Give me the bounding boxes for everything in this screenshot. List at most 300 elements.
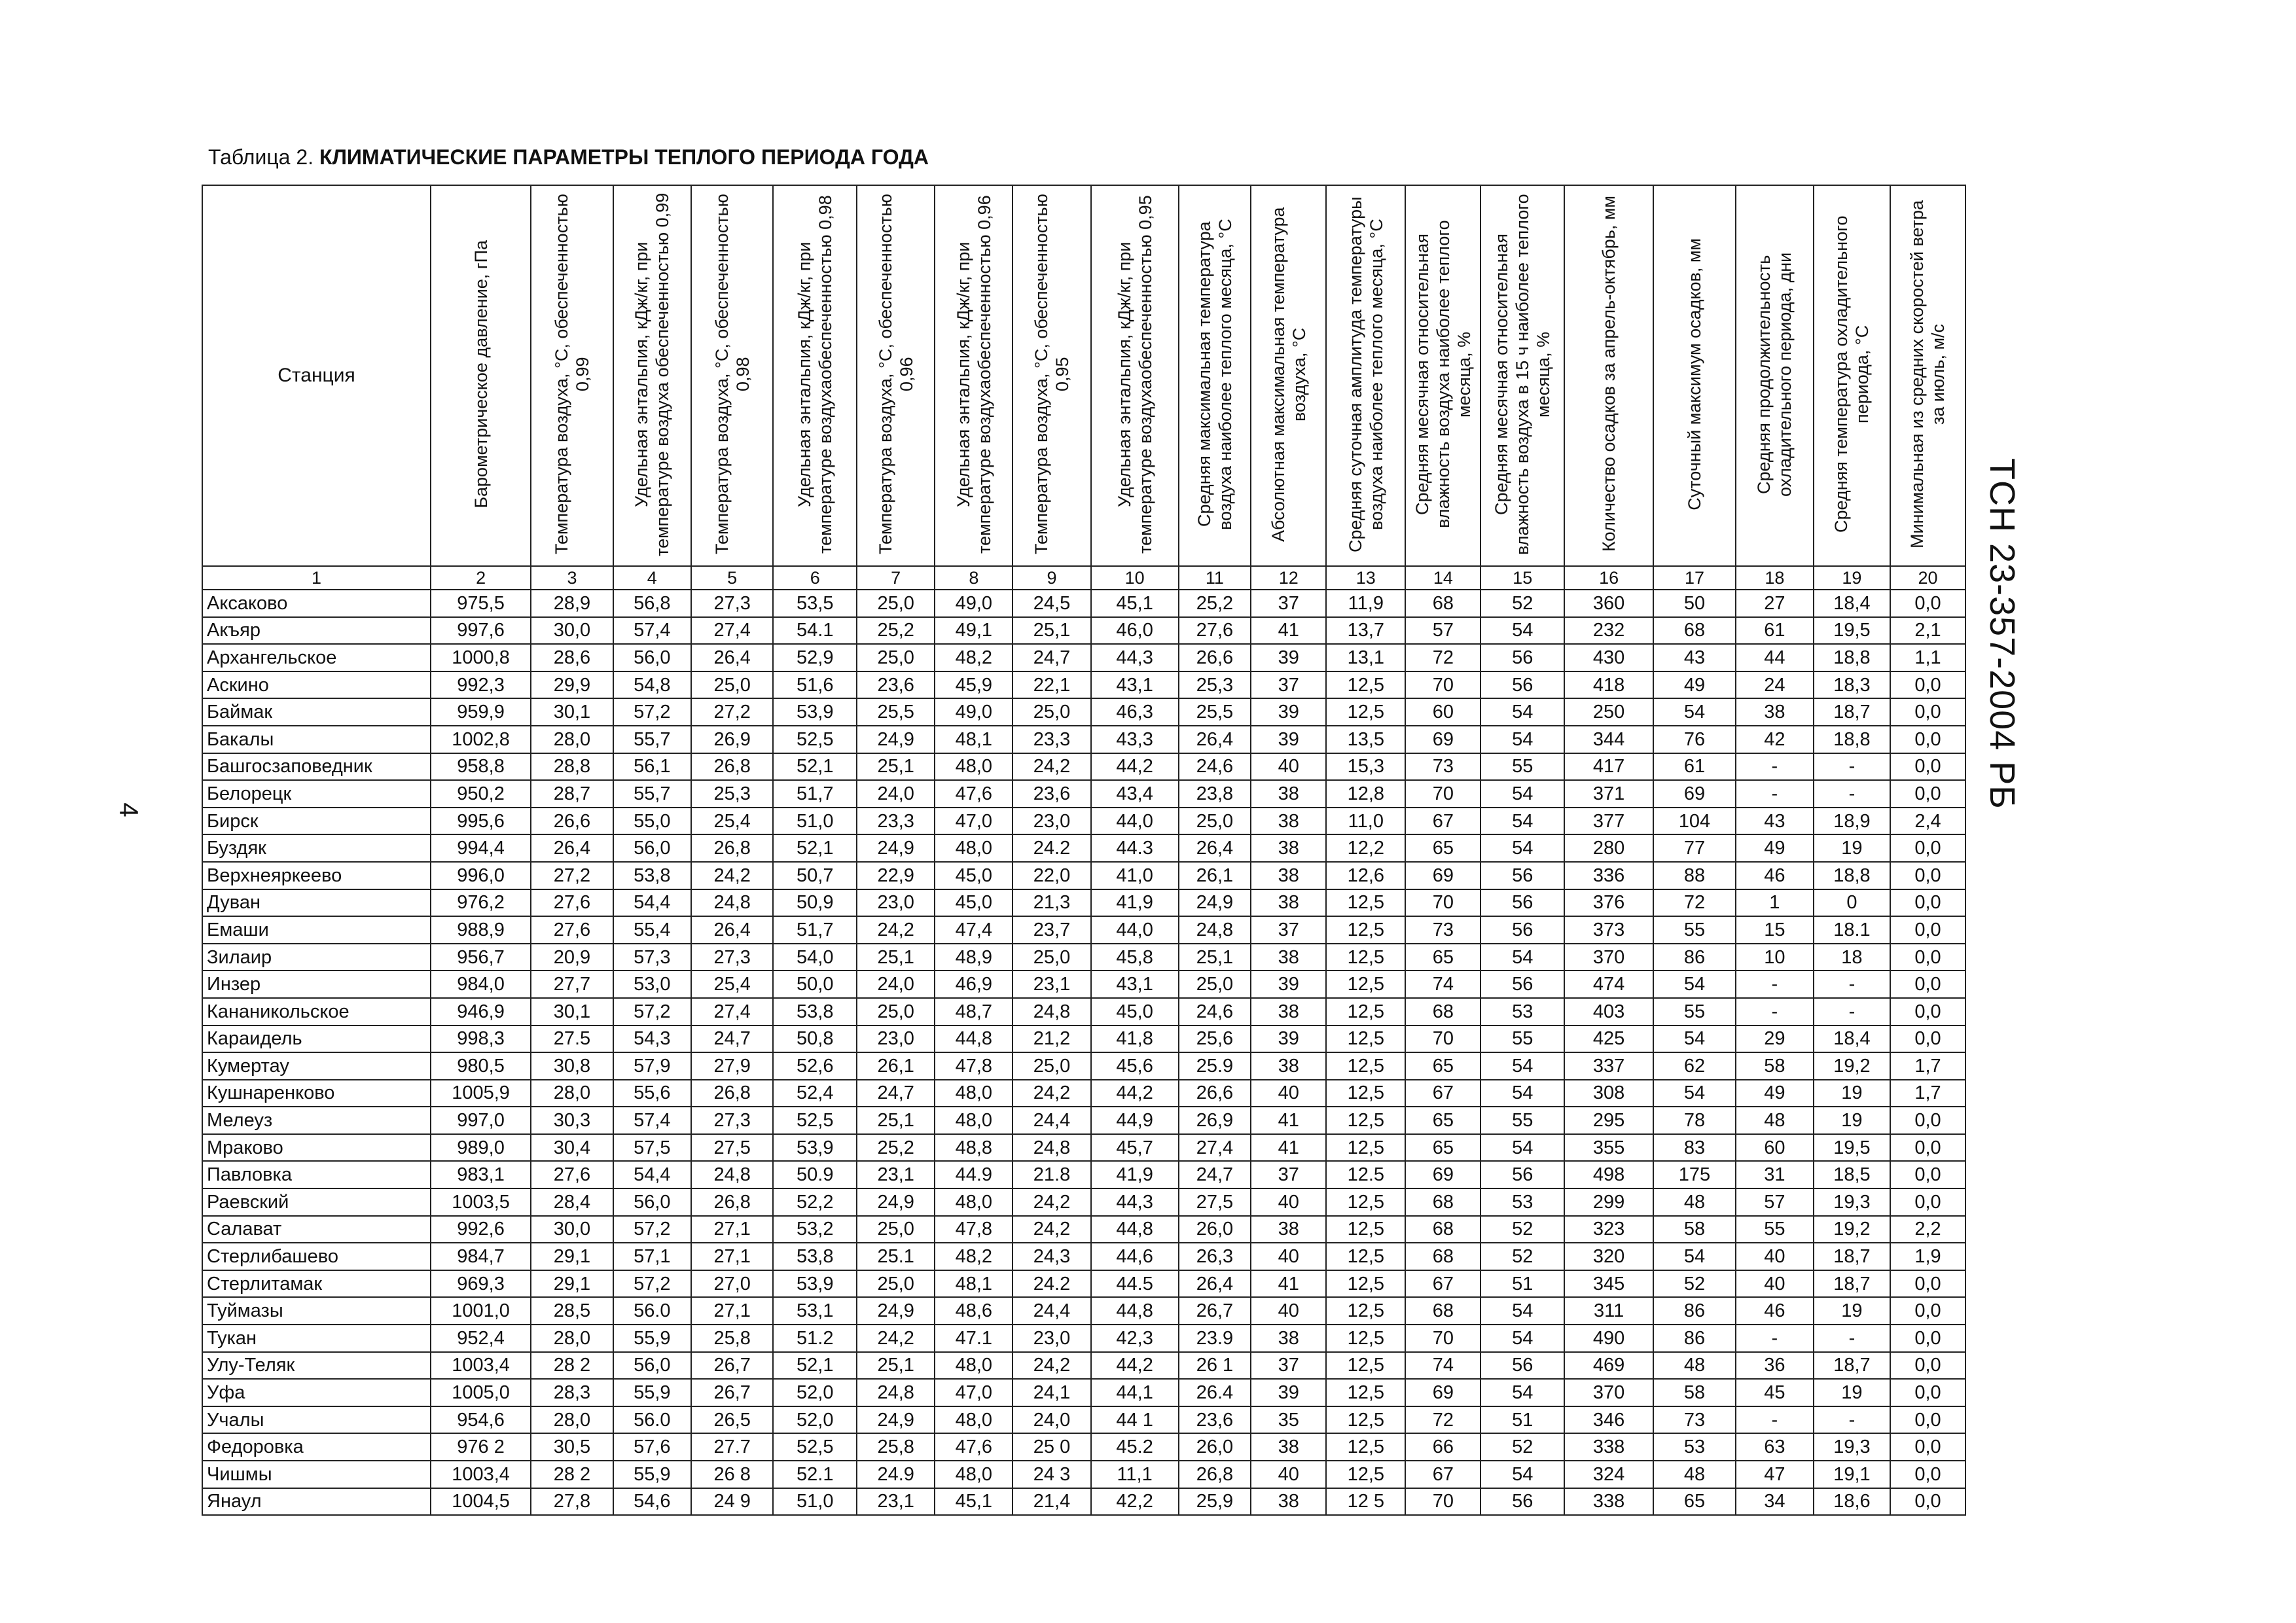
value-cell: - (1814, 998, 1890, 1026)
value-cell: 19,3 (1814, 1433, 1890, 1461)
value-cell: 42 (1736, 726, 1814, 753)
value-cell: 24,3 (1013, 1243, 1090, 1270)
value-cell: 52 (1480, 1243, 1564, 1270)
value-cell: 48,2 (935, 644, 1013, 671)
table-row (202, 971, 1965, 998)
station-name-cell: Учалы (202, 1406, 431, 1434)
value-cell: 44,2 (1091, 753, 1179, 781)
table-row (202, 1352, 1965, 1380)
station-name-cell: Стерлитамак (202, 1270, 431, 1298)
value-cell: 30,1 (531, 698, 613, 726)
value-cell: 11,9 (1326, 590, 1405, 617)
value-cell: 54,8 (613, 671, 691, 699)
column-header-text: Средняя продолжительность охладительного периода, дни (1754, 251, 1795, 497)
station-name-cell: Кананикольское (202, 998, 431, 1026)
value-cell: 56.0 (613, 1406, 691, 1434)
value-cell: 56 (1480, 1161, 1564, 1188)
value-cell: 43,3 (1091, 726, 1179, 753)
value-cell: 12,5 (1326, 1325, 1405, 1352)
column-header-8 (935, 185, 1013, 566)
table-row (202, 1243, 1965, 1270)
value-cell: 19,5 (1814, 617, 1890, 645)
value-cell: 70 (1405, 889, 1480, 917)
value-cell: 26,8 (1179, 1461, 1251, 1488)
value-cell: 0,0 (1890, 1352, 1965, 1380)
value-cell: 52 (1480, 1216, 1564, 1243)
value-cell: 19,5 (1814, 1134, 1890, 1162)
value-cell: 0,0 (1890, 1161, 1965, 1188)
value-cell: 47,4 (935, 916, 1013, 944)
column-number-cell: 12 (1251, 566, 1326, 590)
value-cell: 24.9 (857, 1461, 935, 1488)
station-name-cell: Зилаир (202, 944, 431, 971)
value-cell: 29,1 (531, 1270, 613, 1298)
column-header-text: Средняя температура охладительного периода, °С (1831, 215, 1873, 533)
value-cell: 45,0 (935, 862, 1013, 889)
value-cell: 373 (1564, 916, 1653, 944)
value-cell: 58 (1736, 1052, 1814, 1080)
value-cell: 56,1 (613, 753, 691, 781)
station-name-cell: Баймак (202, 698, 431, 726)
value-cell: 26,6 (1179, 644, 1251, 671)
value-cell: 53,9 (773, 1270, 857, 1298)
value-cell: - (1736, 971, 1814, 998)
value-cell: 498 (1564, 1161, 1653, 1188)
value-cell: 22,1 (1013, 671, 1090, 699)
table-row (202, 780, 1965, 808)
value-cell: 324 (1564, 1461, 1653, 1488)
value-cell: 360 (1564, 590, 1653, 617)
value-cell: 22,0 (1013, 862, 1090, 889)
value-cell: 232 (1564, 617, 1653, 645)
value-cell: 54 (1653, 1080, 1736, 1107)
value-cell: 52,1 (773, 753, 857, 781)
value-cell: 61 (1653, 753, 1736, 781)
value-cell: 38 (1736, 698, 1814, 726)
value-cell: 48,9 (935, 944, 1013, 971)
value-cell: 25,1 (857, 1352, 935, 1380)
value-cell: 27,6 (531, 889, 613, 917)
value-cell: 48,6 (935, 1297, 1013, 1325)
column-header-text: Температура воздуха, °С, обеспеченностью 0,96 (875, 194, 916, 554)
column-number-cell: 11 (1179, 566, 1251, 590)
table-row (202, 1379, 1965, 1406)
value-cell: 56.0 (613, 1297, 691, 1325)
value-cell: 31 (1736, 1161, 1814, 1188)
value-cell: 425 (1564, 1026, 1653, 1053)
value-cell: 52,4 (773, 1080, 857, 1107)
value-cell: 54 (1653, 698, 1736, 726)
column-header-text: Количество осадков за апрель-октябрь, мм (1599, 196, 1619, 552)
value-cell: 48,2 (935, 1243, 1013, 1270)
value-cell: 26,9 (1179, 1107, 1251, 1134)
value-cell: 0,0 (1890, 889, 1965, 917)
value-cell: 27,6 (1179, 617, 1251, 645)
table-row (202, 1297, 1965, 1325)
value-cell: 27,7 (531, 971, 613, 998)
value-cell: 12,5 (1326, 1052, 1405, 1080)
value-cell: 65 (1405, 1052, 1480, 1080)
value-cell: 959,9 (431, 698, 531, 726)
value-cell: 25,3 (1179, 671, 1251, 699)
value-cell: 48,7 (935, 998, 1013, 1026)
value-cell: 18,6 (1814, 1488, 1890, 1516)
value-cell: 1,9 (1890, 1243, 1965, 1270)
column-header-10 (1091, 185, 1179, 566)
station-name-cell: Тукан (202, 1325, 431, 1352)
value-cell: 37 (1251, 1352, 1326, 1380)
value-cell: 58 (1653, 1216, 1736, 1243)
station-name-cell: Буздяк (202, 834, 431, 862)
value-cell: 25,2 (857, 1134, 935, 1162)
value-cell: 38 (1251, 834, 1326, 862)
value-cell: 1003,4 (431, 1352, 531, 1380)
station-name-cell: Емаши (202, 916, 431, 944)
value-cell: 51,7 (773, 916, 857, 944)
column-header-text: Температура воздуха, °С, обеспеченностью 0,99 (551, 194, 592, 554)
value-cell: 11,0 (1326, 808, 1405, 835)
value-cell: 1 (1736, 889, 1814, 917)
value-cell: 25.1 (857, 1243, 935, 1270)
station-name-cell: Верхнеяркеево (202, 862, 431, 889)
value-cell: 54 (1480, 1379, 1564, 1406)
value-cell: 68 (1405, 1216, 1480, 1243)
value-cell: 68 (1405, 590, 1480, 617)
value-cell: 30,4 (531, 1134, 613, 1162)
value-cell: 19 (1814, 834, 1890, 862)
value-cell: 1003,4 (431, 1461, 531, 1488)
value-cell: 48,0 (935, 1352, 1013, 1380)
value-cell: 51 (1480, 1406, 1564, 1434)
value-cell: 55 (1653, 998, 1736, 1026)
station-name-cell: Салават (202, 1216, 431, 1243)
value-cell: 308 (1564, 1080, 1653, 1107)
value-cell: 299 (1564, 1188, 1653, 1216)
column-number-cell: 6 (773, 566, 857, 590)
value-cell: 24,7 (857, 1080, 935, 1107)
value-cell: 24,7 (1013, 644, 1090, 671)
value-cell: 44,0 (1091, 808, 1179, 835)
value-cell: 12,5 (1326, 944, 1405, 971)
value-cell: 57,2 (613, 1270, 691, 1298)
value-cell: 12,5 (1326, 1216, 1405, 1243)
value-cell: 27,3 (691, 1107, 774, 1134)
value-cell: 26 1 (1179, 1352, 1251, 1380)
table-row (202, 1107, 1965, 1134)
value-cell: 52,5 (773, 1107, 857, 1134)
value-cell: 45,1 (935, 1488, 1013, 1516)
value-cell: 12,5 (1326, 1080, 1405, 1107)
value-cell: 26,6 (531, 808, 613, 835)
value-cell: 338 (1564, 1433, 1653, 1461)
value-cell: 57,2 (613, 698, 691, 726)
value-cell: 12,5 (1326, 1297, 1405, 1325)
value-cell: 27,1 (691, 1243, 774, 1270)
value-cell: 24,9 (1179, 889, 1251, 917)
value-cell: 38 (1251, 780, 1326, 808)
value-cell: 12,5 (1326, 1134, 1405, 1162)
value-cell: 25,8 (691, 1325, 774, 1352)
value-cell: 69 (1405, 1161, 1480, 1188)
value-cell: 0,0 (1890, 1026, 1965, 1053)
value-cell: 57,9 (613, 1052, 691, 1080)
station-name-cell: Туймазы (202, 1297, 431, 1325)
value-cell: 27,9 (691, 1052, 774, 1080)
value-cell: 51,0 (773, 808, 857, 835)
value-cell: 23,8 (1179, 780, 1251, 808)
value-cell: 19,2 (1814, 1052, 1890, 1080)
value-cell: 27.5 (531, 1026, 613, 1053)
value-cell: 46,3 (1091, 698, 1179, 726)
column-number-cell: 14 (1405, 566, 1480, 590)
value-cell: 43,1 (1091, 971, 1179, 998)
value-cell: 37 (1251, 671, 1326, 699)
value-cell: 24 3 (1013, 1461, 1090, 1488)
value-cell: 63 (1736, 1433, 1814, 1461)
value-cell: 72 (1405, 1406, 1480, 1434)
value-cell: 15,3 (1326, 753, 1405, 781)
value-cell: 54 (1480, 1297, 1564, 1325)
value-cell: 25,0 (857, 590, 935, 617)
value-cell: 41,9 (1091, 1161, 1179, 1188)
value-cell: 12,5 (1326, 1379, 1405, 1406)
column-number-cell: 2 (431, 566, 531, 590)
value-cell: 38 (1251, 1052, 1326, 1080)
value-cell: 26,4 (691, 644, 774, 671)
value-cell: 21,4 (1013, 1488, 1090, 1516)
table-row (202, 1161, 1965, 1188)
value-cell: 25,4 (691, 808, 774, 835)
value-cell: - (1736, 1325, 1814, 1352)
column-header-15 (1480, 185, 1564, 566)
value-cell: 51.2 (773, 1325, 857, 1352)
value-cell: 20,9 (531, 944, 613, 971)
value-cell: 25.9 (1179, 1052, 1251, 1080)
value-cell: 25,0 (1179, 971, 1251, 998)
value-cell: 344 (1564, 726, 1653, 753)
value-cell: 12,5 (1326, 671, 1405, 699)
value-cell: 25,0 (857, 1270, 935, 1298)
value-cell: 57,2 (613, 998, 691, 1026)
value-cell: 0,0 (1890, 916, 1965, 944)
value-cell: 18,8 (1814, 862, 1890, 889)
table-row (202, 916, 1965, 944)
column-number-cell: 3 (531, 566, 613, 590)
value-cell: 0,0 (1890, 1297, 1965, 1325)
value-cell: 69 (1405, 862, 1480, 889)
column-number-cell: 7 (857, 566, 935, 590)
value-cell: 57 (1405, 617, 1480, 645)
table-row (202, 1270, 1965, 1298)
table-row (202, 698, 1965, 726)
column-number-cell: 1 (202, 566, 431, 590)
value-cell: 25,0 (691, 671, 774, 699)
value-cell: 370 (1564, 1379, 1653, 1406)
table-row (202, 1080, 1965, 1107)
value-cell: 26,3 (1179, 1243, 1251, 1270)
value-cell: 950,2 (431, 780, 531, 808)
value-cell: 12,8 (1326, 780, 1405, 808)
value-cell: 38 (1251, 1216, 1326, 1243)
value-cell: 37 (1251, 590, 1326, 617)
value-cell: 41 (1251, 1134, 1326, 1162)
value-cell: 24,5 (1013, 590, 1090, 617)
value-cell: 68 (1405, 1188, 1480, 1216)
value-cell: 26,8 (691, 834, 774, 862)
value-cell: 28,6 (531, 644, 613, 671)
value-cell: 52.1 (773, 1461, 857, 1488)
value-cell: 0,0 (1890, 998, 1965, 1026)
value-cell: 55,0 (613, 808, 691, 835)
value-cell: 40 (1736, 1243, 1814, 1270)
value-cell: 1001,0 (431, 1297, 531, 1325)
value-cell: 24,8 (1013, 998, 1090, 1026)
value-cell: 30,8 (531, 1052, 613, 1080)
value-cell: 23,3 (1013, 726, 1090, 753)
value-cell: 26,4 (1179, 1270, 1251, 1298)
value-cell: 55 (1480, 1026, 1564, 1053)
value-cell: 25,3 (691, 780, 774, 808)
value-cell: 18,4 (1814, 1026, 1890, 1053)
column-header-3 (531, 185, 613, 566)
table-row (202, 1134, 1965, 1162)
table-row (202, 753, 1965, 781)
value-cell: 28,0 (531, 1080, 613, 1107)
value-cell: 946,9 (431, 998, 531, 1026)
value-cell: 57,2 (613, 1216, 691, 1243)
value-cell: 12,5 (1326, 1270, 1405, 1298)
value-cell: 45,9 (935, 671, 1013, 699)
value-cell: 54,0 (773, 944, 857, 971)
value-cell: 68 (1405, 1297, 1480, 1325)
value-cell: 346 (1564, 1406, 1653, 1434)
station-name-cell: Дуван (202, 889, 431, 917)
value-cell: 54 (1480, 726, 1564, 753)
value-cell: 67 (1405, 1080, 1480, 1107)
value-cell: 12,5 (1326, 1406, 1405, 1434)
value-cell: 24,9 (857, 1406, 935, 1434)
value-cell: 55,7 (613, 780, 691, 808)
value-cell: 0,0 (1890, 780, 1965, 808)
value-cell: 0,0 (1890, 1107, 1965, 1134)
value-cell: 35 (1251, 1406, 1326, 1434)
value-cell: 29,1 (531, 1243, 613, 1270)
station-name-cell: Стерлибашево (202, 1243, 431, 1270)
value-cell: 45 (1736, 1379, 1814, 1406)
value-cell: 355 (1564, 1134, 1653, 1162)
column-header-11 (1179, 185, 1251, 566)
value-cell: 53 (1653, 1433, 1736, 1461)
value-cell: 46,9 (935, 971, 1013, 998)
station-name-cell: Бирск (202, 808, 431, 835)
value-cell: 12,5 (1326, 1352, 1405, 1380)
column-header-text: Удельная энтальпия, кДж/кг, при температуре воздухаобеспеченностью 0,95 (1114, 194, 1155, 554)
value-cell: 48,0 (935, 1188, 1013, 1216)
value-cell: 48,0 (935, 1107, 1013, 1134)
value-cell: 27 (1736, 590, 1814, 617)
value-cell: 345 (1564, 1270, 1653, 1298)
table-row (202, 834, 1965, 862)
value-cell: 12,5 (1326, 971, 1405, 998)
value-cell: 25,0 (1013, 698, 1090, 726)
value-cell: 22,9 (857, 862, 935, 889)
value-cell: 24,4 (1013, 1107, 1090, 1134)
value-cell: 42,2 (1091, 1488, 1179, 1516)
value-cell: 60 (1405, 698, 1480, 726)
value-cell: 21,2 (1013, 1026, 1090, 1053)
value-cell: 24,4 (1013, 1297, 1090, 1325)
value-cell: 44,2 (1091, 1080, 1179, 1107)
value-cell: 44,6 (1091, 1243, 1179, 1270)
value-cell: 28,7 (531, 780, 613, 808)
value-cell: 54 (1653, 1243, 1736, 1270)
value-cell: 12,5 (1326, 1461, 1405, 1488)
value-cell: 56 (1480, 1352, 1564, 1380)
table-row (202, 1052, 1965, 1080)
value-cell: 23,3 (857, 808, 935, 835)
value-cell: 54 (1480, 1134, 1564, 1162)
value-cell: 49,1 (935, 617, 1013, 645)
value-cell: 0,0 (1890, 753, 1965, 781)
table-row (202, 1406, 1965, 1434)
value-cell: 70 (1405, 671, 1480, 699)
value-cell: 25,1 (857, 944, 935, 971)
value-cell: 51,7 (773, 780, 857, 808)
column-number-cell: 8 (935, 566, 1013, 590)
value-cell: 27,4 (1179, 1134, 1251, 1162)
value-cell: 70 (1405, 1026, 1480, 1053)
value-cell: 28,3 (531, 1379, 613, 1406)
value-cell: 26,5 (691, 1406, 774, 1434)
value-cell: 417 (1564, 753, 1653, 781)
value-cell: 23,6 (1013, 780, 1090, 808)
value-cell: 50,7 (773, 862, 857, 889)
value-cell: 976,2 (431, 889, 531, 917)
value-cell: 26,4 (1179, 726, 1251, 753)
station-name-cell: Аксаково (202, 590, 431, 617)
value-cell: 43 (1653, 644, 1736, 671)
value-cell: 73 (1405, 916, 1480, 944)
value-cell: 18,3 (1814, 671, 1890, 699)
column-header-13 (1326, 185, 1405, 566)
value-cell: 48,0 (935, 1080, 1013, 1107)
value-cell: 53,0 (613, 971, 691, 998)
value-cell: 47,0 (935, 1379, 1013, 1406)
value-cell: 54 (1480, 808, 1564, 835)
column-header-1 (202, 185, 431, 566)
value-cell: 24,8 (1179, 916, 1251, 944)
value-cell: 12,5 (1326, 1433, 1405, 1461)
value-cell: 24.2 (1013, 834, 1090, 862)
value-cell: 25,0 (1013, 944, 1090, 971)
value-cell: 57,3 (613, 944, 691, 971)
value-cell: 1002,8 (431, 726, 531, 753)
value-cell: 86 (1653, 1325, 1736, 1352)
value-cell: 952,4 (431, 1325, 531, 1352)
value-cell: 27,4 (691, 998, 774, 1026)
value-cell: 53,9 (773, 1134, 857, 1162)
value-cell: 26 8 (691, 1461, 774, 1488)
value-cell: 27,0 (691, 1270, 774, 1298)
value-cell: 56 (1480, 916, 1564, 944)
value-cell: 19 (1814, 1297, 1890, 1325)
value-cell: 994,4 (431, 834, 531, 862)
table-row (202, 1188, 1965, 1216)
value-cell: 25,4 (691, 971, 774, 998)
value-cell: 52,1 (773, 1352, 857, 1380)
value-cell: 68 (1405, 1243, 1480, 1270)
value-cell: 26,4 (1179, 834, 1251, 862)
